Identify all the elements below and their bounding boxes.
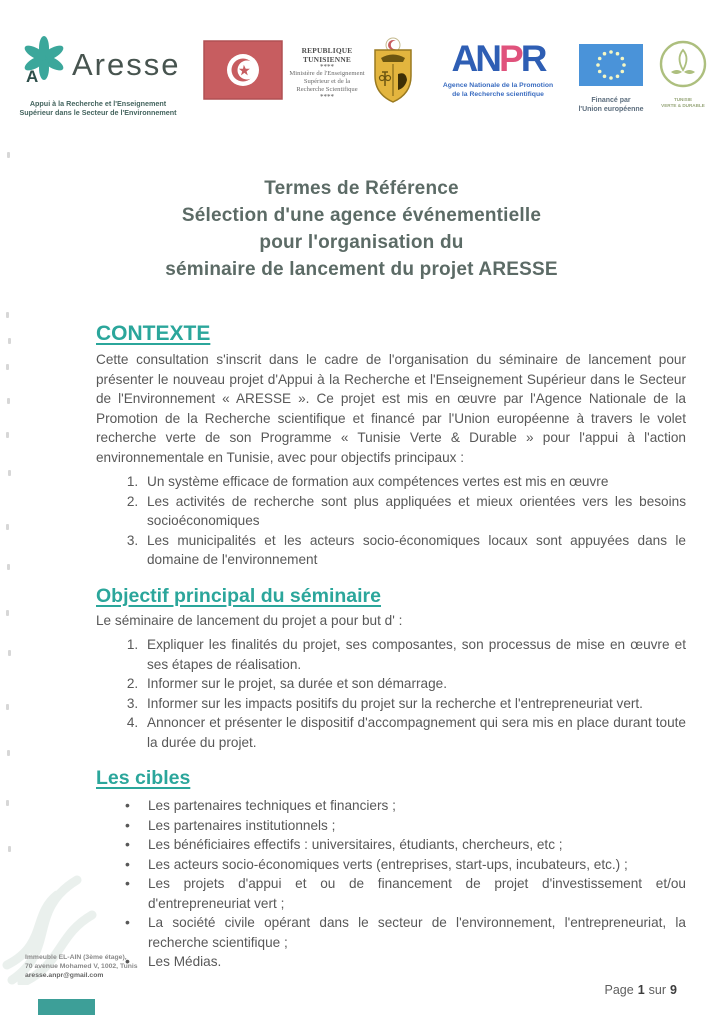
eu-flag-icon xyxy=(579,73,643,90)
document-title xyxy=(0,175,723,283)
tunisia-flag-icon xyxy=(203,40,283,105)
tunisia-coat-of-arms-icon xyxy=(371,36,415,109)
objectif-goals-list xyxy=(96,635,686,752)
document-body xyxy=(96,322,686,982)
tvd-logo-icon xyxy=(657,77,709,94)
list-item: • La société civile opérant dans le secteur de l'environnement, l'entrepreneuriat, la recherche scientifique ; xyxy=(146,913,686,952)
section-contexte xyxy=(96,322,686,570)
page-indicator: Page 1 sur 9 xyxy=(604,983,677,997)
list-item: • Les Médias. xyxy=(146,952,686,972)
section-objectif xyxy=(96,585,686,753)
cibles-heading: Les cibles xyxy=(96,767,191,789)
footer-email: aresse.anpr@gmail.com xyxy=(25,972,104,979)
aresse-logo xyxy=(18,36,181,117)
list-item: • Les projets d'appui et ou de financement de projet d'investissement et/ou d'entrepreneuriat vert ; xyxy=(146,874,686,913)
objectif-heading: Objectif principal du séminaire xyxy=(96,584,381,607)
tvd-caption: TUNISIE VERTE & DURABLE xyxy=(661,97,705,108)
aresse-logo-icon xyxy=(18,36,68,93)
anpr-tagline: Agence Nationale de la Promotion de la Recherche scientifique xyxy=(442,82,554,98)
contexte-heading: CONTEXTE xyxy=(96,322,211,345)
contexte-objectives-list xyxy=(96,472,686,570)
footer-logo-bar xyxy=(38,999,95,1015)
title-line: séminaire de lancement du projet ARESSE xyxy=(165,259,558,280)
list-item: • Les bénéficiaires effectifs : universitaires, étudiants, chercheurs, etc ; xyxy=(146,835,686,855)
objectif-intro: Le séminaire de lancement du projet a pour but d' : xyxy=(96,612,403,628)
svg-text:A: A xyxy=(26,67,39,86)
title-line: pour l'organisation du xyxy=(259,232,464,253)
tunisie-verte-durable-logo xyxy=(655,38,711,108)
title-line: Termes de Référence xyxy=(264,178,459,199)
ministry-text: REPUBLIQUE TUNISIENNE **** Ministère de l'Enseignement Supérieur et de la Recherche Scientifique **** xyxy=(289,45,365,101)
cibles-list xyxy=(96,796,686,972)
list-item: 3. Les municipalités et les acteurs socio-économiques locaux sont appuyées dans le domaine de l'environnement xyxy=(142,531,686,570)
aresse-wordmark: Aresse xyxy=(72,46,181,82)
list-item: • Les acteurs socio-économiques verts (entreprises, start-ups, incubateurs, etc.) ; xyxy=(146,855,686,875)
list-item: 2. Les activités de recherche sont plus appliquées et mieux orientées vers les besoins socioéconomiques xyxy=(142,492,686,531)
title-line: Sélection d'une agence événementielle xyxy=(181,205,542,226)
list-item: • Les partenaires techniques et financiers ; xyxy=(146,796,686,816)
eu-funding-block xyxy=(577,44,645,114)
tunisia-government-block xyxy=(203,36,415,109)
list-item: 4. Annoncer et présenter le dispositif d'accompagnement qui sera mis en place durant toute la durée du projet. xyxy=(142,713,686,752)
list-item: 1. Un système efficace de formation aux compétences vertes est mis en œuvre xyxy=(142,472,686,492)
anpr-logo xyxy=(438,40,558,99)
list-item: • Les partenaires institutionnels ; xyxy=(146,816,686,836)
list-item: 2. Informer sur le projet, sa durée et son démarrage. xyxy=(142,674,686,694)
contexte-paragraph: Cette consultation s'inscrit dans le cadre de l'organisation du séminaire de lancement pour présenter le nouveau projet d'Appui à la Recherche et l'Enseignement Supérieur dans le Secteur de l'Environnement « ARESSE ». Ce projet est mis en œuvre par l'Agence Nationale de la Promotion de la Recherche scientifique et financé par l'Union européenne à travers le volet recherche verte de son Programme « Tunisie Verte & Durable » pour l'appui à l'action environnementale en Tunisie, avec pour objectifs principaux : xyxy=(96,352,686,465)
aresse-tagline: Appui à la Recherche et l'Enseignement Supérieur dans le Secteur de l'Environnement xyxy=(19,99,177,117)
eu-caption: Financé par l'Union européenne xyxy=(578,97,644,113)
footer-address: Immeuble EL-AIN (3ème étage), 70 avenue Mohamed V, 1002, Tunis aresse.anpr@gmail.com xyxy=(25,954,138,979)
section-cibles xyxy=(96,767,686,972)
anpr-wordmark: ANPR xyxy=(451,38,545,79)
list-item: 1. Expliquer les finalités du projet, ses composantes, son processus de mise en œuvre et ses étapes de réalisation. xyxy=(142,635,686,674)
list-item: 3. Informer sur les impacts positifs du projet sur la recherche et l'entrepreneuriat vert. xyxy=(142,694,686,714)
